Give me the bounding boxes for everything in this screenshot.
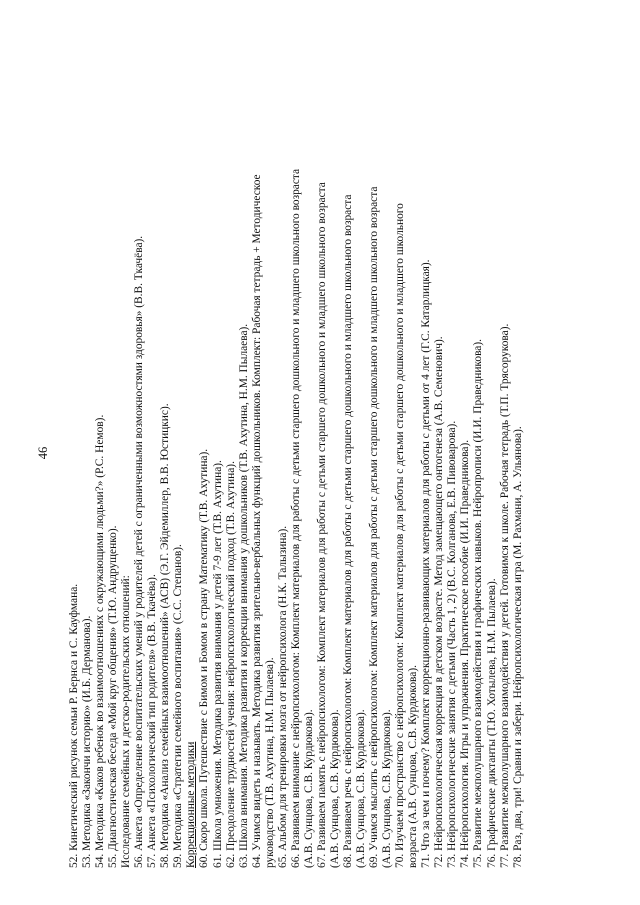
list-item-continuation: возраста (А.В. Сунцова, С.В. Курдюкова). bbox=[407, 665, 420, 868]
list-item-continuation: (А.В. Сунцова, С.В. Курдюкова). bbox=[381, 709, 394, 868]
list-item: 68. Развиваем речь с нейропсихологом: Комплект материалов для работы с детьми старшего дошкольного и младшего школьного возраста bbox=[341, 194, 354, 868]
list-item: 54. Методика «Каков ребенок во взаимоотношениях с окружающими людьми?» (Р.С. Немов). bbox=[94, 414, 107, 868]
list-item: 78. Раз, два, три! Сравни и забери. Нейропсихологическая игра (М. Рахмани, А. Ульянова). bbox=[511, 426, 524, 868]
list-item: 57. Анкета «Психологический тип родителя» (В.В. Ткачёва). bbox=[146, 574, 159, 868]
page-number: 46 bbox=[36, 446, 50, 460]
list-item: 59. Методика «Стратегии семейного воспитания» (С.С. Степанов). bbox=[172, 544, 185, 868]
list-item-continuation: (А.В. Сунцова, С.В. Курдюкова). bbox=[328, 709, 341, 868]
list-item: 64. Учимся видеть и называть. Методика развития зрительно-вербальных функций дошкольников. Комплект: Рабочая тетрадь + Методическое bbox=[250, 174, 263, 868]
list-item: 67. Развиваем память с нейропсихологом: Комплект материалов для работы с детьми старшего дошкольного и младшего школьного возраста bbox=[315, 182, 328, 868]
list-item: 71. Что за чем и почему? Комплект коррекционно-развивающих материалов для работы с детьми от 4 лет (Г.С. Катарлицкая). bbox=[420, 259, 433, 868]
list-item: 74. Нейропсихология. Игры и упражнения. Практическое пособие (И.И. Праведникова). bbox=[459, 439, 472, 868]
list-item: 77. Развитие межполушарного взаимодействия у детей. Готовимся к школе. Рабочая тетрадь (Т.П. Трясорукова). bbox=[498, 323, 511, 868]
list-item: 62. Преодоление трудностей учения: нейропсихологический подход (Т.В. Ахутина). bbox=[224, 461, 237, 868]
list-item-continuation: (А.В. Сунцова, С.В. Курдюкова). bbox=[302, 709, 315, 868]
list-item: 70. Изучаем пространство с нейропсихологом: Комплект материалов для работы с детьми старшего дошкольного и младшего школьного bbox=[394, 203, 407, 868]
list-item: 63. Школа внимания. Методика развития и коррекции внимания у дошкольников (Т.В. Ахутина, Н.М. Пылаева). bbox=[237, 323, 250, 868]
list-item: 72. Нейропсихологическая коррекция в детском возрасте. Метод замещающего онтогенеза (А.В. Семенович). bbox=[433, 336, 446, 868]
rotated-content bbox=[36, 38, 596, 868]
list-item: 55. Диагностическая беседа «Мой круг общения» (Т.Ю. Андрущенко). bbox=[107, 525, 120, 868]
list-item: 76. Графические диктанты (Т.Ю. Хотылева, Н.М. Пылаева). bbox=[485, 578, 498, 868]
methods-list bbox=[68, 38, 525, 868]
list-item-continuation: (А.В. Сунцова, С.В. Курдюкова). bbox=[355, 709, 368, 868]
list-item: 75. Развитие межполушарного взаимодействия и графических навыков. Нейропрописи (И.И. Праведникова). bbox=[472, 338, 485, 868]
section-heading-family-relations: Исследование семейных и детско-родительских отношений: bbox=[120, 575, 133, 868]
list-item: 60. Скоро школа. Путешествие с Бимом и Бомом в страну Математику (Т.В. Ахутина). bbox=[198, 448, 211, 868]
list-item-continuation: руководство (Т.В. Ахутина, Н.М. Пылаева). bbox=[263, 657, 276, 868]
list-item: 52. Кинетический рисунок семьи Р. Бернса и С. Кауфмана. bbox=[68, 583, 80, 868]
section-heading-correction-methods: Коррекционные методики bbox=[185, 741, 198, 868]
list-item: 56. Анкета «Определение воспитательских умений у родителей детей с ограниченными возможностями здоровья» (В.В. Ткачёва). bbox=[133, 235, 146, 868]
list-item: 69. Учимся мыслить с нейропсихологом: Комплект материалов для работы с детьми старшего дошкольного и младшего школьного возраста bbox=[368, 186, 381, 868]
list-item: 65. Альбом для тренировки мозга от нейропсихолога (Н.К. Талызина). bbox=[276, 525, 289, 868]
list-item: 58. Методика «Анализ семейных взаимоотношений» (АСВ) (Э.Г. Эйдемиллер, В.В. Юстицкис). bbox=[159, 403, 172, 868]
list-item: 66. Развиваем внимание с нейропсихологом: Комплект материалов для работы с детьми старшего дошкольного и младшего школьного возраста bbox=[289, 168, 302, 868]
list-item: 73. Нейропсихологические занятия с детьми (Часть 1, 2) (В.С. Колганова, Е.В. Пивоварова). bbox=[446, 420, 459, 868]
list-item: 53. Методика «Закончи историю» (И.Б. Дерманова). bbox=[81, 615, 94, 868]
list-item: 61. Школа умножения. Методика развития внимания у детей 7-9 лет (Т.В. Ахутина). bbox=[211, 460, 224, 868]
